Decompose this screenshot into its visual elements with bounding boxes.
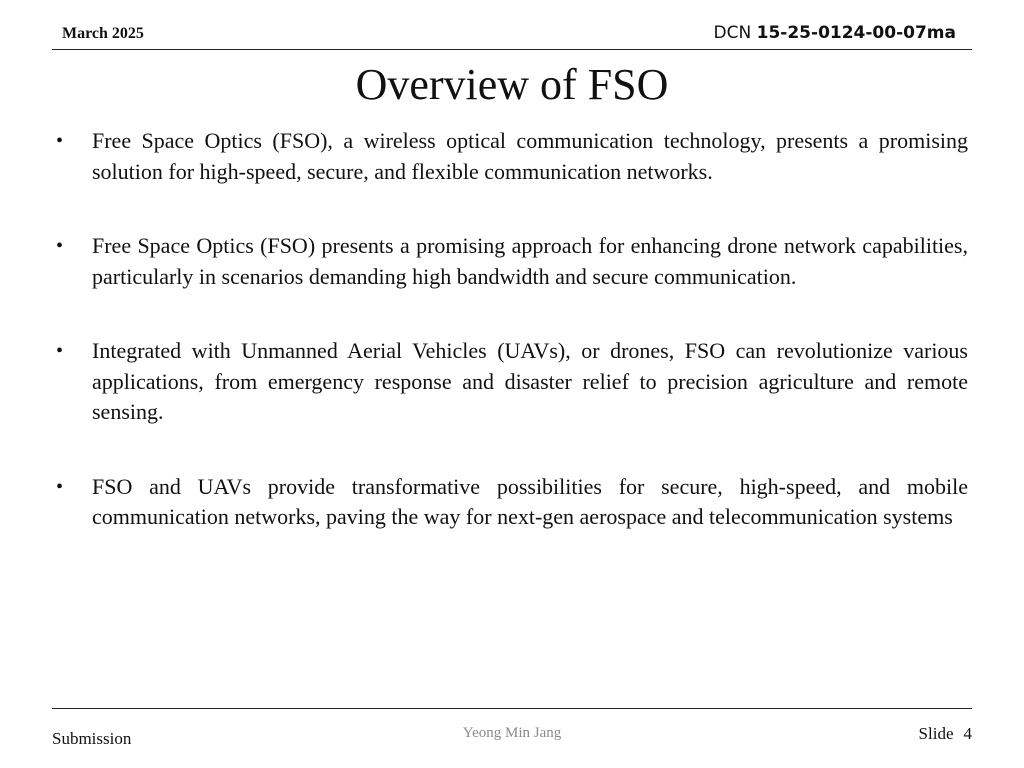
bullet-symbol: • [56,475,64,498]
header-divider [52,49,972,50]
footer-submission: Submission [52,729,132,748]
bullet-symbol: • [56,340,64,362]
bullet-item-1 [56,126,968,187]
bullet-list [56,126,968,577]
bullet-text: Integrated with Unmanned Aerial Vehicles (UAVs), or drones, FSO can revolutionize various applications, from emergency response and disaster relief to precision agriculture and remote sensing. [92,338,968,424]
slide-label: Slide [918,724,954,743]
bullet-item-3 [56,336,968,428]
bullet-text: Free Space Optics (FSO), a wireless optical communication technology, presents a promising solution for high-speed, secure, and flexible communication networks. [92,128,968,184]
bullet-symbol: • [56,235,64,257]
slide-title: Overview of FSO [355,60,669,109]
dcn-prefix: DCN [713,23,752,43]
footer-divider [52,708,972,709]
dcn-number: 15-25-0124-00-07ma [756,23,956,43]
footer-author: Yeong Min Jang [462,725,562,741]
bullet-text: FSO and UAVs provide transformative possibilities for secure, high-speed, and mobile communication networks, paving the way for next-gen aerospace and telecommunication systems [92,473,968,529]
bullet-item-2 [56,231,968,292]
header-date: March 2025 [62,25,144,42]
footer-slide-number [919,724,972,744]
bullet-symbol: • [56,130,64,152]
bullet-item-4 [56,472,968,533]
slide-number: 4 [963,724,972,743]
bullet-text: Free Space Optics (FSO) presents a promising approach for enhancing drone network capabilities, particularly in scenarios demanding high bandwidth and secure communication. [92,233,968,289]
header-dcn [714,23,956,43]
